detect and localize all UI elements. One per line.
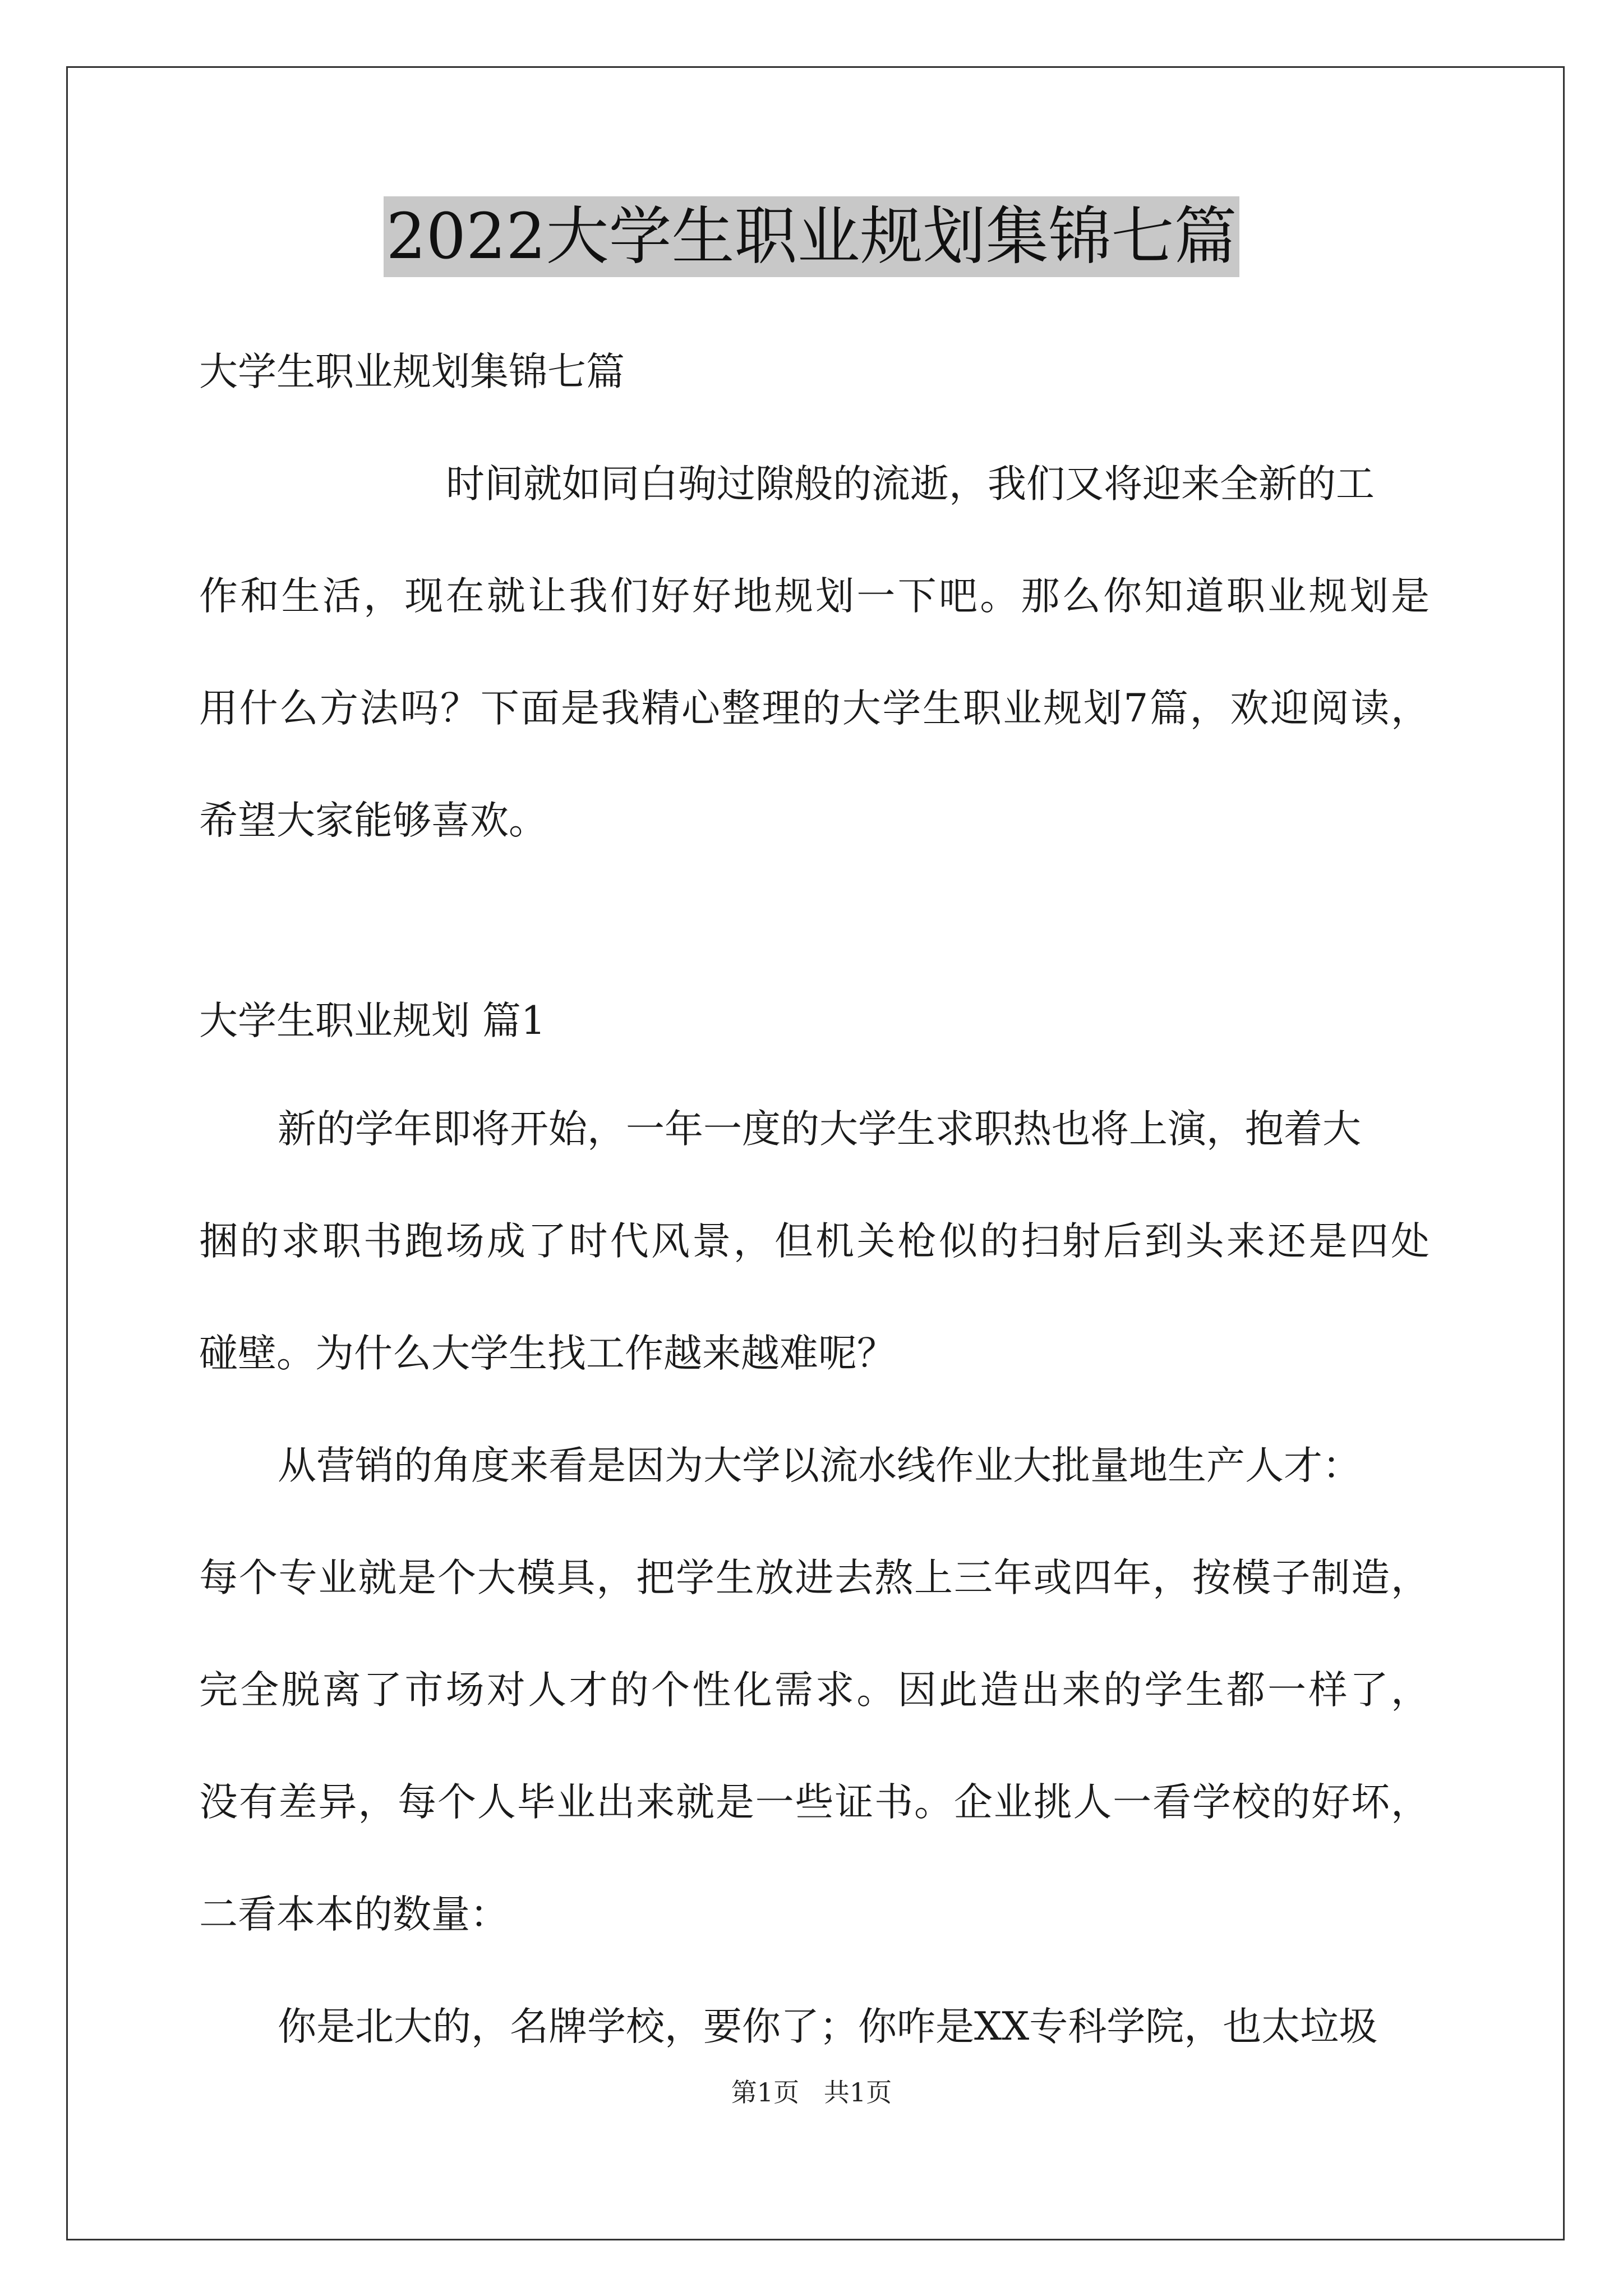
body-line-8: 二看本本的数量： [199, 1892, 509, 1937]
document-subtitle: 大学生职业规划集锦七篇 [199, 349, 625, 394]
body-line-3: 碰壁。为什么大学生找工作越来越难呢？ [199, 1331, 896, 1376]
section-heading: 大学生职业规划 篇1 [199, 999, 546, 1043]
intro-line-4: 希望大家能够喜欢。 [199, 798, 547, 843]
intro-line-1: 时间就如同白驹过隙般的流逝，我们又将迎来全新的工 [446, 462, 1375, 507]
body-line-2: 捆的求职书跑场成了时代风景，但机关枪似的扫射后到头来还是四处 [199, 1219, 1430, 1264]
body-line-5: 每个专业就是个大模具，把学生放进去熬上三年或四年，按模子制造， [199, 1556, 1430, 1600]
body-line-1: 新的学年即将开始，一年一度的大学生求职热也将上演，抱着大 [278, 1107, 1361, 1152]
page-footer: 第1页 共1页 [731, 2077, 892, 2108]
body-line-7: 没有差异，每个人毕业出来就是一些证书。企业挑人一看学校的好坏， [199, 1780, 1430, 1825]
intro-line-3: 用什么方法吗？下面是我精心整理的大学生职业规划7篇，欢迎阅读， [199, 686, 1430, 731]
document-title: 2022大学生职业规划集锦七篇 [384, 196, 1239, 277]
intro-line-2: 作和生活，现在就让我们好好地规划一下吧。那么你知道职业规划是 [199, 574, 1430, 619]
body-line-6: 完全脱离了市场对人才的个性化需求。因此造出来的学生都一样了， [199, 1668, 1430, 1713]
body-line-4: 从营销的角度来看是因为大学以流水线作业大批量地生产人才： [278, 1443, 1361, 1488]
body-line-9: 你是北大的，名牌学校，要你了；你咋是XX专科学院，也太垃圾 [278, 2004, 1378, 2049]
title-block [0, 196, 1623, 277]
